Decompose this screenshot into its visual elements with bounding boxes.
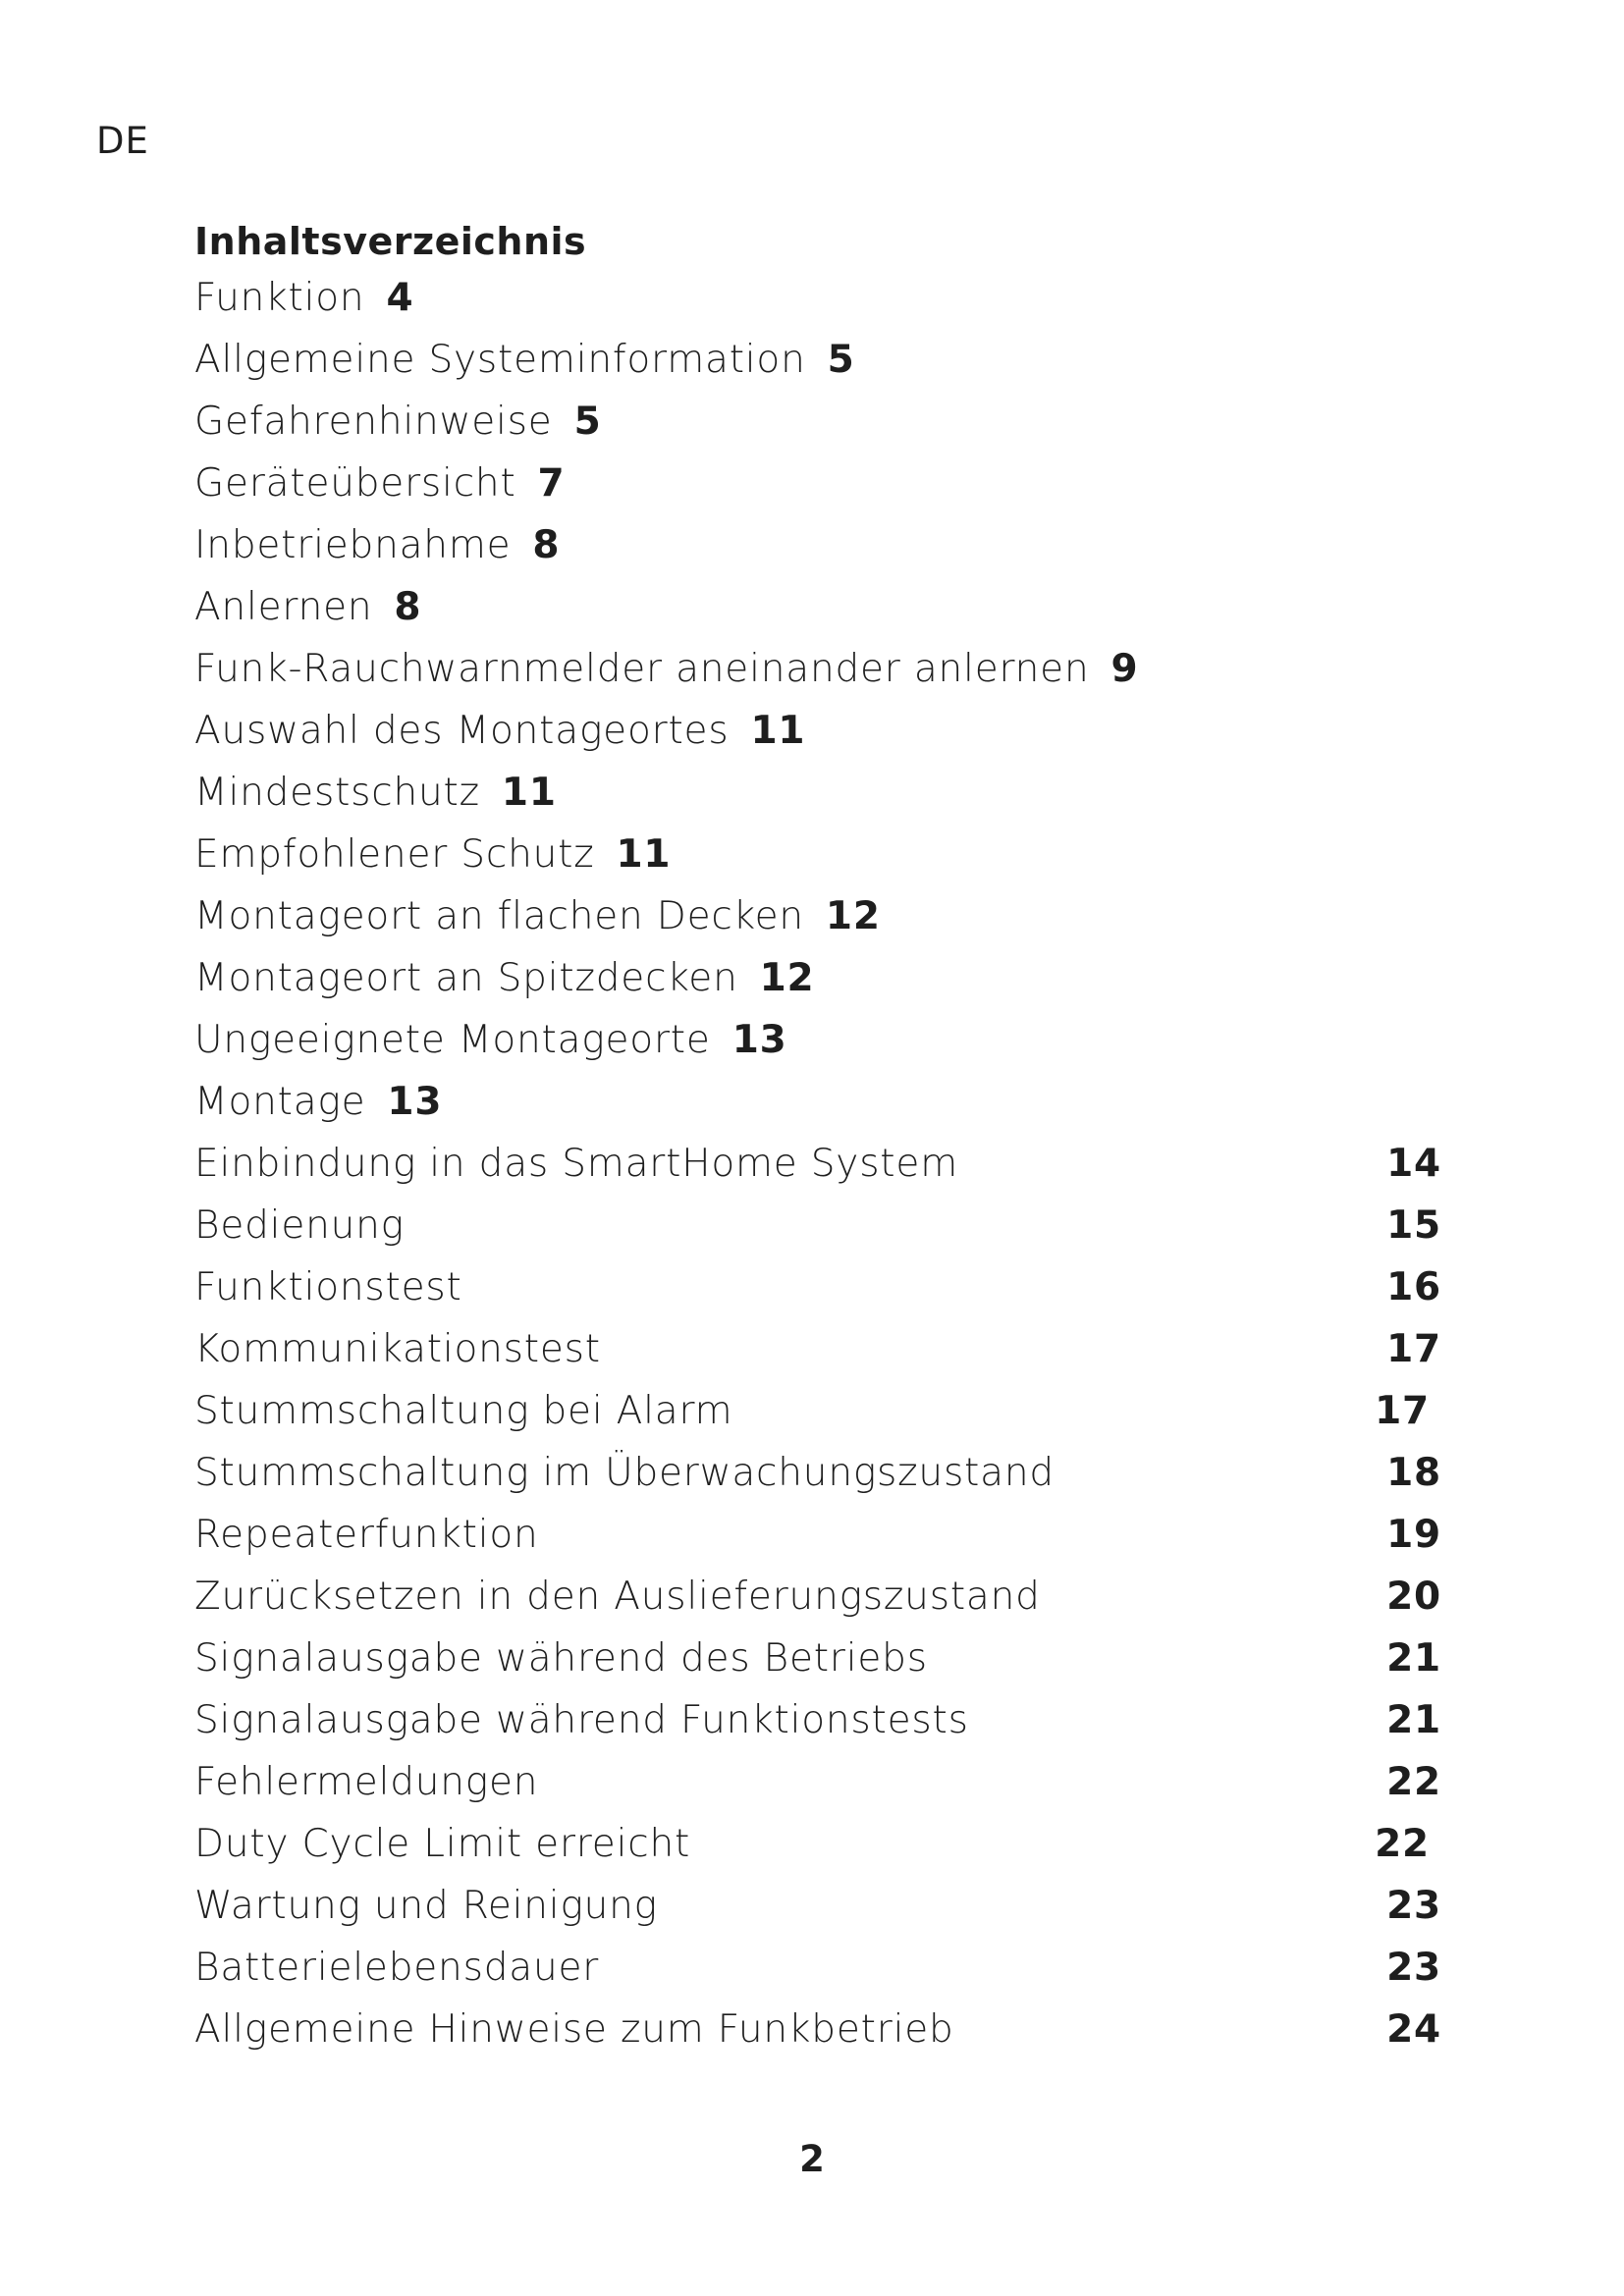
toc-entry-page: 11 (750, 709, 806, 753)
toc-title: Inhaltsverzeichnis (194, 220, 587, 263)
toc-entry-label: Funktionstest (194, 1265, 462, 1309)
toc-entry-page: 9 (1110, 647, 1139, 691)
toc-entry-page: 19 (1386, 1513, 1441, 1557)
toc-entry-label: Kommunikationstest (194, 1327, 601, 1371)
toc-entry-page: 5 (573, 400, 602, 444)
page-number: 2 (799, 2138, 825, 2180)
toc-entry-page: 8 (394, 585, 422, 629)
toc-entry[interactable] (194, 1566, 1441, 1628)
toc-entry-label: Stummschaltung bei Alarm (194, 1389, 733, 1433)
toc-entry-page: 13 (731, 1018, 787, 1062)
toc-entry-label: Gefahrenhinweise (194, 400, 553, 444)
toc-entry-page: 22 (1375, 1822, 1430, 1866)
toc-entry[interactable] (194, 1380, 1441, 1442)
toc-entry-page: 12 (825, 894, 881, 938)
toc-entry[interactable] (194, 267, 1441, 329)
toc-entry[interactable] (194, 700, 1441, 762)
toc-entry[interactable] (194, 1009, 1441, 1071)
toc-entry-label: Wartung und Reinigung (194, 1884, 658, 1928)
toc-entry-page: 22 (1386, 1760, 1441, 1804)
toc-entry-page: 15 (1386, 1203, 1441, 1248)
toc-entry[interactable] (194, 1937, 1441, 1999)
toc-entry-label: Allgemeine Hinweise zum Funkbetrieb (194, 2007, 954, 2052)
toc-entry[interactable] (194, 329, 1441, 391)
toc-entry-page: 24 (1386, 2007, 1441, 2052)
toc-entry-page: 23 (1386, 1946, 1441, 1990)
language-tag: DE (96, 120, 149, 162)
toc-entry-page: 20 (1386, 1575, 1441, 1619)
toc-entry-label: Funktion (194, 276, 365, 320)
toc-entry[interactable] (194, 1318, 1441, 1380)
toc-entry[interactable] (194, 1689, 1441, 1751)
toc-entry-label: Einbindung in das SmartHome System (194, 1142, 958, 1186)
toc-entry-label: Duty Cycle Limit erreicht (194, 1822, 691, 1866)
toc-entry-label: Fehlermeldungen (194, 1760, 539, 1804)
toc-entry-label: Inbetriebnahme (194, 523, 512, 567)
toc-entry[interactable] (194, 1195, 1441, 1256)
toc-entry-label: Anlernen (194, 585, 373, 629)
toc-entry[interactable] (194, 1504, 1441, 1566)
toc-entry-label: Bedienung (194, 1203, 405, 1248)
toc-entry-page: 5 (827, 338, 855, 382)
toc-entry[interactable] (194, 1751, 1441, 1813)
toc-entry[interactable] (194, 1999, 1441, 2060)
toc-entry-label: Signalausgabe während Funktionstests (194, 1698, 969, 1742)
toc-entry-page: 17 (1386, 1327, 1441, 1371)
toc-entry[interactable] (194, 1071, 1441, 1133)
toc-entry[interactable] (194, 885, 1441, 947)
toc-entry[interactable] (194, 1813, 1441, 1875)
toc-entry[interactable] (194, 638, 1441, 700)
toc-entry-list (194, 267, 1441, 2060)
toc-entry[interactable] (194, 1628, 1441, 1689)
toc-entry[interactable] (194, 947, 1441, 1009)
toc-entry-label: Montageort an flachen Decken (194, 894, 804, 938)
toc-entry-label: Montage (194, 1080, 366, 1124)
toc-entry[interactable] (194, 514, 1441, 576)
toc-entry-label: Stummschaltung im Überwachungszustand (194, 1451, 1055, 1495)
toc-entry[interactable] (194, 576, 1441, 638)
toc-entry-label: Funk-Rauchwarnmelder aneinander anlernen (194, 647, 1090, 691)
toc-entry-page: 17 (1375, 1389, 1430, 1433)
toc-entry-page: 21 (1386, 1636, 1441, 1681)
toc-entry-label: Mindestschutz (194, 771, 480, 815)
toc-entry-page: 4 (386, 276, 414, 320)
table-of-contents (194, 216, 1441, 2060)
toc-entry[interactable] (194, 762, 1441, 824)
toc-entry-page: 12 (759, 956, 815, 1000)
toc-entry-label: Allgemeine Systeminformation (194, 338, 806, 382)
toc-entry-page: 11 (501, 771, 557, 815)
toc-entry-page: 18 (1386, 1451, 1441, 1495)
toc-entry[interactable] (194, 453, 1441, 514)
toc-entry[interactable] (194, 824, 1441, 885)
toc-entry[interactable] (194, 1133, 1441, 1195)
toc-entry-label: Zurücksetzen in den Auslieferungszustand (194, 1575, 1041, 1619)
toc-entry-page: 14 (1386, 1142, 1441, 1186)
toc-entry-label: Ungeeignete Montageorte (194, 1018, 711, 1062)
toc-entry-label: Geräteübersicht (194, 461, 516, 506)
toc-entry-page: 16 (1386, 1265, 1441, 1309)
toc-entry-label: Signalausgabe während des Betriebs (194, 1636, 928, 1681)
toc-entry-page: 7 (537, 461, 566, 506)
toc-entry-page: 23 (1386, 1884, 1441, 1928)
toc-entry-page: 13 (387, 1080, 443, 1124)
toc-entry-label: Montageort an Spitzdecken (194, 956, 738, 1000)
toc-entry-label: Batterielebensdauer (194, 1946, 600, 1990)
toc-entry-page: 8 (532, 523, 561, 567)
toc-entry-page: 21 (1386, 1698, 1441, 1742)
toc-entry-label: Repeaterfunktion (194, 1513, 539, 1557)
toc-entry[interactable] (194, 391, 1441, 453)
toc-entry[interactable] (194, 1442, 1441, 1504)
toc-entry-label: Empfohlener Schutz (194, 832, 595, 877)
toc-entry-label: Auswahl des Montageortes (194, 709, 730, 753)
toc-entry[interactable] (194, 1875, 1441, 1937)
toc-entry[interactable] (194, 1256, 1441, 1318)
toc-entry-page: 11 (616, 832, 672, 877)
